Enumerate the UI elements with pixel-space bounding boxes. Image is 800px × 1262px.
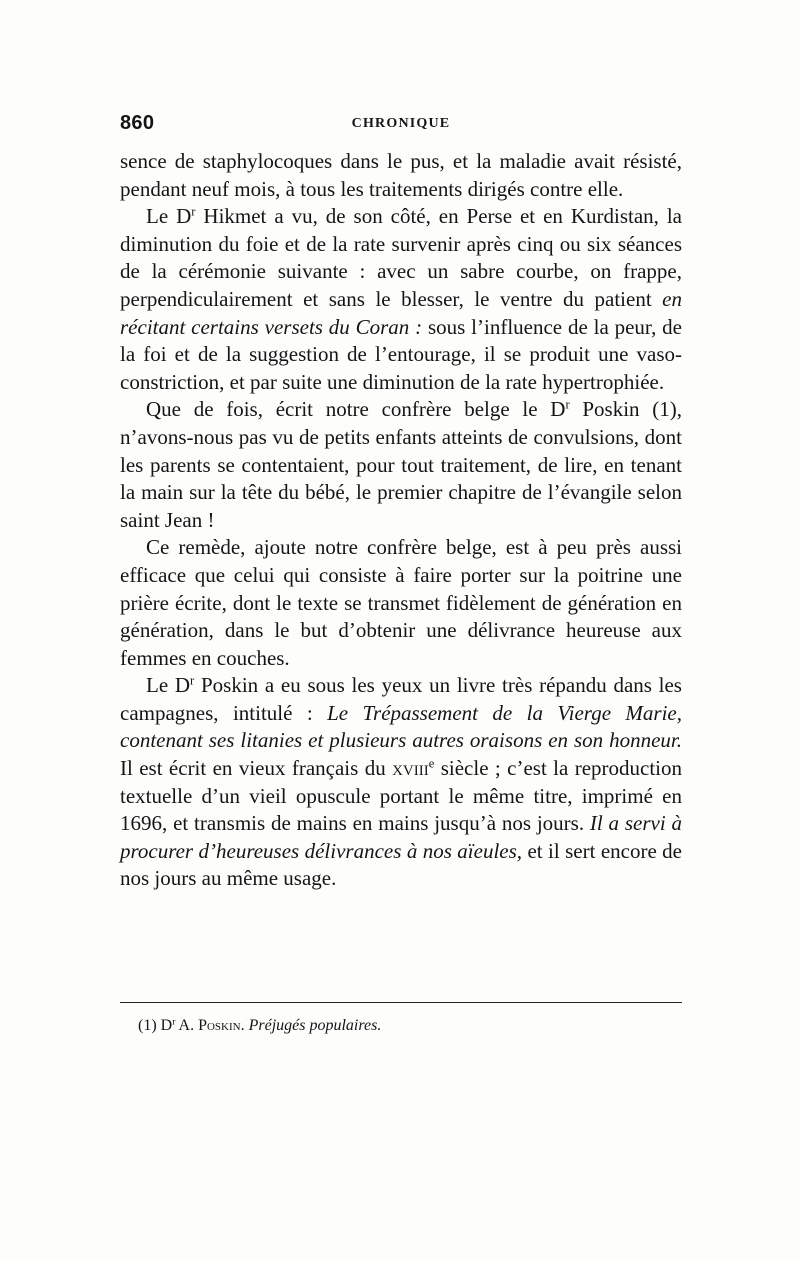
text-run: Que de fois, écrit notre confrère belge le D — [146, 397, 566, 422]
footnote-author: A. Poskin. — [175, 1017, 249, 1034]
superscript: e — [428, 756, 435, 771]
text-run: Poskin a eu sous les yeux un livre très répandu dans les campagnes, intitulé : — [120, 673, 682, 725]
running-head: CHRONIQUE — [351, 116, 451, 131]
footnote-marker: (1) D — [138, 1017, 173, 1034]
footnote — [138, 1016, 678, 1036]
body-text — [120, 148, 682, 893]
text-run: Le D — [146, 673, 191, 698]
superscript: r — [190, 673, 195, 688]
page-header — [120, 112, 682, 142]
italic-book-title: Le Trépassement de la Vierge Marie, contenant ses litanies et plusieurs autres oraisons en son honneur. — [120, 700, 682, 753]
italic-quote: Il a servi à procurer d’heureuses délivrances à nos aïeules, — [120, 811, 682, 863]
superscript: r — [172, 1016, 176, 1028]
text-run: Le D — [146, 204, 192, 229]
page-number: 860 — [120, 112, 155, 134]
paragraph-2 — [120, 203, 682, 396]
text-run: Il est écrit en vieux français du — [120, 756, 393, 781]
paragraph-5 — [120, 672, 682, 893]
century-numeral: xviii — [392, 756, 429, 781]
text-run: sous l’influence de la peur, de la foi et de la suggestion de l’entourage, il se produit une vaso-constriction, et par suite une diminution de la rate hypertrophiée. — [120, 314, 682, 394]
paragraph-3 — [120, 396, 682, 534]
text-run: Poskin (1), n’avons-nous pas vu de petits enfants atteints de convulsions, dont les parents se contentaient, pour tout traitement, de lire, en tenant la main sur la tête du bébé, le premier chapitre de l’évangile selon saint Jean ! — [120, 397, 682, 532]
superscript: r — [191, 204, 196, 219]
italic-quote: en récitant certains versets du Coran : — [120, 286, 682, 339]
text-run: Hikmet a vu, de son côté, en Perse et en Kurdistan, la diminution du foie et de la rate survenir après cinq ou six séances de la cérémonie suivante : avec un sabre courbe, on frappe, perpendiculairement et sans le blesser, le ventre du patient — [120, 204, 682, 311]
footnote-title: Préjugés populaires. — [248, 1017, 382, 1034]
text-run: siècle ; c’est la reproduction textuelle d’un vieil opuscule portant le même titre, imprimé en 1696, et transmis de mains en mains jusqu’à nos jours. — [120, 756, 683, 836]
paragraph-4: Ce remède, ajoute notre confrère belge, est à peu près aussi efficace que celui qui consiste à faire porter sur la poitrine une prière écrite, dont le texte se transmet fidèlement de génération en génération, dans le but d’obtenir une délivrance heureuse aux femmes en couches. — [120, 535, 682, 670]
paragraph-1: sence de staphylocoques dans le pus, et la maladie avait résisté, pendant neuf mois, à tous les traitements dirigés contre elle. — [120, 149, 682, 201]
footnote-separator — [120, 1002, 682, 1003]
superscript: r — [565, 397, 570, 412]
text-run: et il sert encore de nos jours au même usage. — [120, 838, 683, 891]
